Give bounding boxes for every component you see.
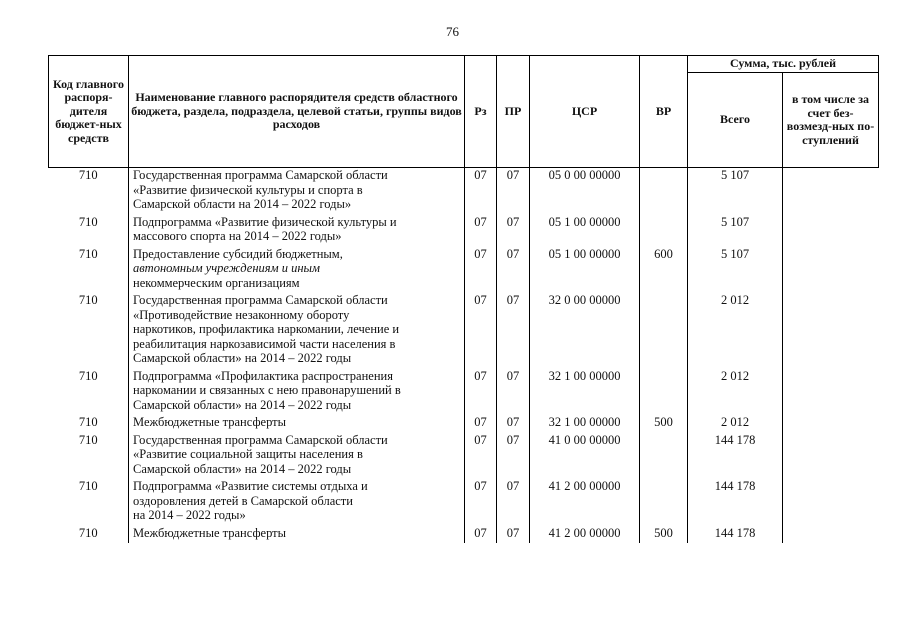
cell-code: 710 — [78, 246, 98, 261]
cell-csr: 41 2 00 00000 — [530, 479, 640, 526]
cell-free — [783, 479, 879, 526]
cell-pr: 07 — [497, 168, 530, 215]
cell-vr — [640, 293, 688, 369]
name-line: «Противодействие незаконному обороту — [133, 307, 350, 322]
name-line: «Развитие физической культуры и спорта в — [133, 182, 363, 197]
cell-vr: 500 — [640, 415, 688, 433]
name-line: Самарской области на 2014 – 2022 годы» — [133, 197, 352, 211]
name-line: Государственная программа Самарской области — [133, 168, 388, 182]
header-vr: ВР — [640, 56, 688, 168]
header-sum-group: Сумма, тыс. рублей — [688, 56, 879, 73]
cell-rz: 07 — [465, 247, 497, 294]
cell-name — [129, 479, 465, 526]
cell-csr: 05 1 00 00000 — [530, 215, 640, 247]
name-line: «Развитие социальной защиты населения в — [133, 447, 363, 461]
cell-code: 710 — [78, 432, 98, 447]
cell-csr: 32 1 00 00000 — [530, 369, 640, 416]
cell-code: 710 — [78, 479, 98, 493]
name-line: Подпрограмма «Профилактика распространения — [133, 368, 393, 383]
cell-rz: 07 — [465, 433, 497, 480]
cell-total: 144 178 — [688, 479, 783, 526]
cell-code: 710 — [78, 525, 98, 540]
cell-pr: 07 — [497, 415, 530, 433]
table-row — [49, 433, 879, 480]
name-line: массового спорта на 2014 – 2022 годы» — [133, 229, 342, 243]
cell-total: 5 107 — [688, 247, 783, 294]
name-line: реабилитация наркозависимой части населения в — [133, 336, 396, 351]
cell-name — [129, 293, 465, 369]
cell-name — [129, 168, 465, 215]
cell-total: 2 012 — [688, 415, 783, 433]
cell-free — [783, 433, 879, 480]
name-line: Самарской области» на 2014 – 2022 годы — [133, 461, 352, 476]
cell-rz: 07 — [465, 293, 497, 369]
cell-pr: 07 — [497, 215, 530, 247]
cell-free — [783, 215, 879, 247]
cell-free — [783, 526, 879, 544]
header-csr: ЦСР — [530, 56, 640, 168]
cell-code: 710 — [78, 415, 98, 429]
cell-total: 5 107 — [688, 168, 783, 215]
name-line: наркотиков, профилактика наркомании, лечение и — [133, 322, 400, 336]
cell-total: 2 012 — [688, 293, 783, 369]
cell-free — [783, 168, 879, 215]
cell-rz: 07 — [465, 479, 497, 526]
cell-pr: 07 — [497, 247, 530, 294]
cell-total: 144 178 — [688, 433, 783, 480]
header-total: Всего — [688, 73, 783, 168]
header-name: Наименование главного распорядителя средств областного бюджета, раздела, подраздела, целевой статьи, группы видов расходов — [129, 56, 465, 168]
name-line: Самарской области» на 2014 – 2022 годы — [133, 397, 352, 412]
table-body — [49, 168, 879, 544]
cell-vr — [640, 168, 688, 215]
cell-total: 144 178 — [688, 526, 783, 544]
table-row — [49, 526, 879, 544]
cell-vr: 500 — [640, 526, 688, 544]
name-line: Подпрограмма «Развитие физической культуры и — [133, 214, 397, 229]
cell-code: 710 — [78, 168, 98, 182]
cell-name — [129, 369, 465, 416]
name-line: Предоставление субсидий бюджетным, — [133, 246, 343, 261]
cell-code: 710 — [78, 368, 98, 383]
cell-total: 5 107 — [688, 215, 783, 247]
table-row — [49, 215, 879, 247]
table-row — [49, 168, 879, 215]
name-line: оздоровления детей в Самарской области — [133, 493, 353, 508]
name-line: Государственная программа Самарской области — [133, 432, 388, 447]
cell-name — [129, 526, 465, 544]
name-line: наркомании и связанных с нею правонарушений в — [133, 383, 401, 397]
table-row — [49, 415, 879, 433]
cell-rz: 07 — [465, 526, 497, 544]
cell-rz: 07 — [465, 215, 497, 247]
cell-pr: 07 — [497, 526, 530, 544]
name-line: некоммерческим организациям — [133, 275, 300, 290]
name-line: автономным учреждениям и иным — [133, 261, 320, 275]
name-line: Межбюджетные трансферты — [133, 415, 287, 429]
cell-csr: 32 0 00 00000 — [530, 293, 640, 369]
cell-vr: 600 — [640, 247, 688, 294]
name-line: на 2014 – 2022 годы» — [133, 508, 246, 522]
cell-vr — [640, 479, 688, 526]
cell-vr — [640, 215, 688, 247]
budget-table — [48, 55, 879, 543]
cell-free — [783, 293, 879, 369]
table-row — [49, 479, 879, 526]
cell-csr: 41 0 00 00000 — [530, 433, 640, 480]
cell-code: 710 — [78, 293, 98, 307]
table-row — [49, 293, 879, 369]
cell-name — [129, 215, 465, 247]
cell-csr: 05 1 00 00000 — [530, 247, 640, 294]
cell-csr: 32 1 00 00000 — [530, 415, 640, 433]
cell-rz: 07 — [465, 415, 497, 433]
name-line: Подпрограмма «Развитие системы отдыха и — [133, 479, 368, 493]
name-line: Самарской области» на 2014 – 2022 годы — [133, 351, 352, 365]
cell-csr: 41 2 00 00000 — [530, 526, 640, 544]
page-number: 76 — [446, 24, 459, 39]
name-line: Государственная программа Самарской области — [133, 293, 388, 307]
cell-free — [783, 247, 879, 294]
cell-total: 2 012 — [688, 369, 783, 416]
cell-vr — [640, 433, 688, 480]
header-rz: Рз — [465, 56, 497, 168]
name-line: Межбюджетные трансферты — [133, 525, 287, 540]
header-free: в том числе за счет без-возмезд-ных по-ступлений — [783, 73, 879, 168]
cell-name — [129, 433, 465, 480]
cell-code: 710 — [78, 214, 98, 229]
cell-free — [783, 415, 879, 433]
table-row — [49, 247, 879, 294]
cell-pr: 07 — [497, 433, 530, 480]
header-code: Код главного распоря-дителя бюджет-ных средств — [49, 56, 129, 168]
cell-pr: 07 — [497, 293, 530, 369]
cell-name — [129, 247, 465, 294]
cell-free — [783, 369, 879, 416]
table-header — [49, 56, 879, 168]
header-pr: ПР — [497, 56, 530, 168]
cell-name — [129, 415, 465, 433]
cell-pr: 07 — [497, 479, 530, 526]
cell-rz: 07 — [465, 369, 497, 416]
cell-pr: 07 — [497, 369, 530, 416]
cell-csr: 05 0 00 00000 — [530, 168, 640, 215]
table-row — [49, 369, 879, 416]
cell-vr — [640, 369, 688, 416]
cell-rz: 07 — [465, 168, 497, 215]
